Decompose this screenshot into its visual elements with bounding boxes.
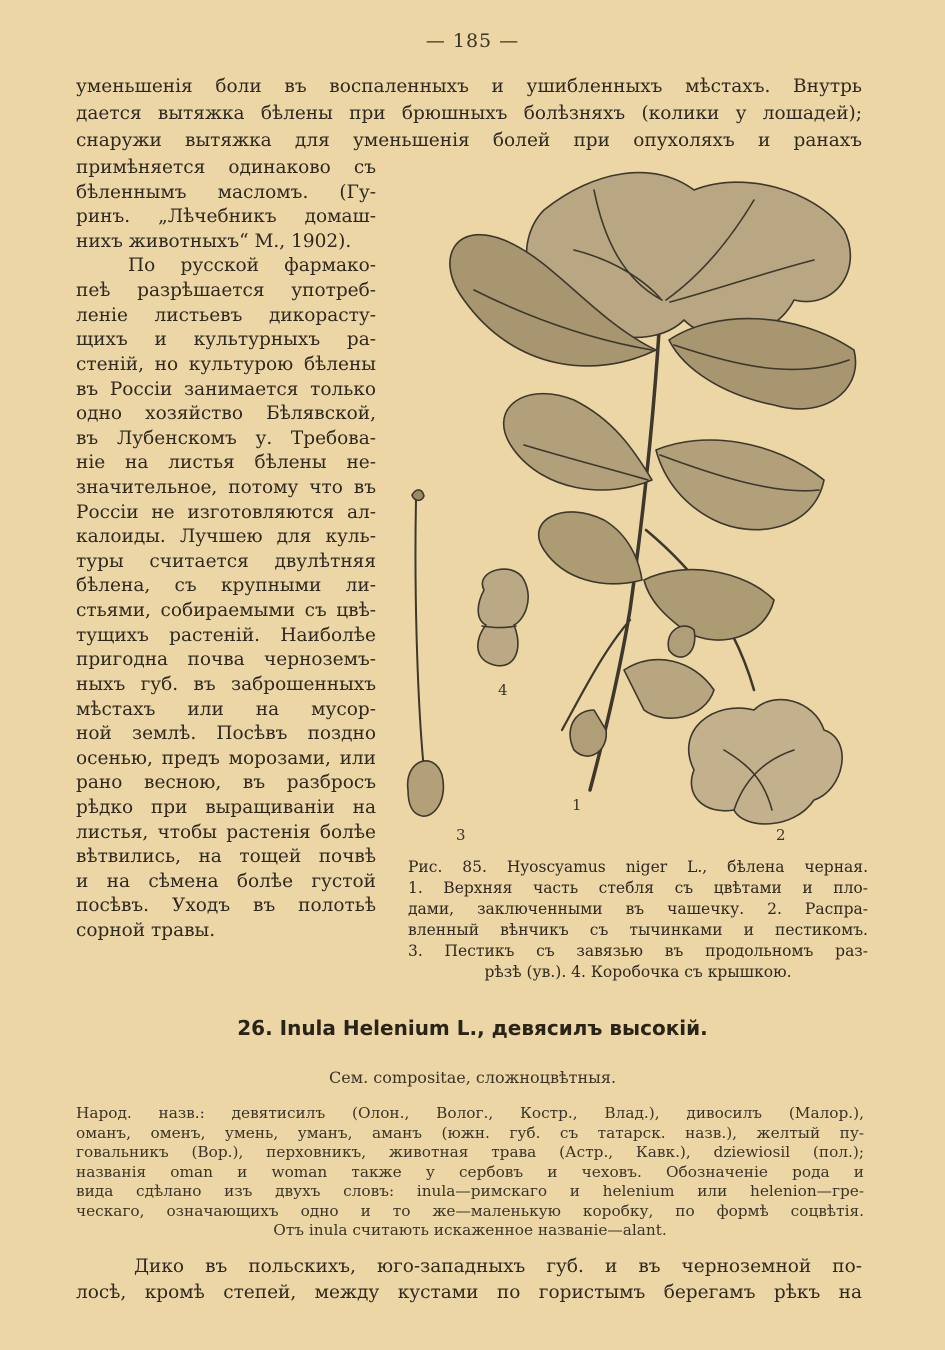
figure-label-1: 1 xyxy=(572,796,582,814)
column-text-line: посѣвъ. Уходъ въ полотьѣ xyxy=(76,895,376,916)
column-text-line: вѣтвились, на тощей почвѣ xyxy=(76,846,376,867)
column-text-line: стеній, но культурою бѣлены xyxy=(76,354,376,375)
seed-capsule xyxy=(668,626,695,657)
column-text-line: щихъ и культурныхъ ра- xyxy=(76,329,376,350)
column-text-line: примѣняется одинаково съ xyxy=(76,157,376,178)
column-text-line: значительное, потому что въ xyxy=(76,477,376,498)
folk-names-line: говальникъ (Вор.), перховникъ, животная трава (Астр., Кавк.), dziewiosil (пол.); xyxy=(76,1143,864,1161)
column-text-line: тущихъ растеній. Наиболѣе xyxy=(76,625,376,646)
column-text-line: въ Россіи занимается только xyxy=(76,379,376,400)
body-text-line: дается вытяжка бѣлены при брюшныхъ болѣзняхъ (колики у лошадей); xyxy=(76,103,862,124)
column-text-line: ринъ. „Лѣчебникъ домаш- xyxy=(76,206,376,227)
figure-caption-line: вленный вѣнчикъ съ тычинками и пестикомъ. xyxy=(408,921,868,939)
leaf xyxy=(644,570,774,640)
column-text-line: пригодна почва черноземъ- xyxy=(76,649,376,670)
folk-names-line: Народ. назв.: девятисилъ (Олон., Волог., Костр., Влад.), дивосилъ (Малор.), xyxy=(76,1104,864,1122)
pistil xyxy=(415,500,424,770)
leaf xyxy=(624,660,714,719)
column-text-line: сорной травы. xyxy=(76,920,216,941)
figure-caption-line: 3. Пестикъ съ завязью въ продольномъ раз- xyxy=(408,942,868,960)
column-text-line: осенью, предъ морозами, или xyxy=(76,748,376,769)
body-text-line: уменьшенія боли въ воспаленныхъ и ушибленныхъ мѣстахъ. Внутрь xyxy=(76,76,862,97)
column-text-line: бѣленнымъ масломъ. (Гу- xyxy=(76,182,376,203)
page-number: — 185 — xyxy=(425,30,520,52)
figure-caption-line: дами, заключенными въ чашечку. 2. Распра- xyxy=(408,900,868,918)
folk-names-line: оманъ, оменъ, умень, уманъ, аманъ (южн. губ. съ татарск. назв.), желтый пу- xyxy=(76,1124,864,1142)
body-text-line: снаружи вытяжка для уменьшенія болей при опухоляхъ и ранахъ xyxy=(76,130,862,151)
spread-corolla xyxy=(689,700,842,824)
body-text-line: Дико въ польскихъ, юго-западныхъ губ. и въ черноземной по- xyxy=(134,1256,862,1277)
plant-family: Сем. compositae, сложноцвѣтныя. xyxy=(328,1068,617,1087)
column-text-line: листья, чтобы растенія болѣе xyxy=(76,822,376,843)
folk-names-line: ческаго, означающихъ одно и то же—маленькую коробку, по формѣ соцвѣтія. xyxy=(76,1202,864,1220)
figure-caption-line: рѣзѣ (ув.). 4. Коробочка съ крышкою. xyxy=(484,963,792,981)
fruit-capsule xyxy=(478,569,528,666)
folk-names-line: вида сдѣлано изъ двухъ словъ: inula—римскаго и helenium или helenion—гре- xyxy=(76,1182,864,1200)
leaf xyxy=(669,319,856,409)
figure-label-3: 3 xyxy=(456,826,466,844)
figure-label-2: 2 xyxy=(776,826,786,844)
column-text-line: ніе на листья бѣлены не- xyxy=(76,452,376,473)
column-text-line: мѣстахъ или на мусор- xyxy=(76,699,376,720)
folk-names-line: названія oman и woman также у сербовъ и чеховъ. Обозначеніе рода и xyxy=(76,1163,864,1181)
column-text-line: леніе листьевъ дикорасту- xyxy=(76,305,376,326)
column-text-line: Россіи не изготовляются ал- xyxy=(76,502,376,523)
figure-caption-line: 1. Верхняя часть стебля съ цвѣтами и пло- xyxy=(408,879,868,897)
column-text-line: калоиды. Лучшею для куль- xyxy=(76,526,376,547)
henbane-illustration xyxy=(394,150,879,855)
column-text-line: рѣдко при выращиваніи на xyxy=(76,797,376,818)
column-text-line: ныхъ губ. въ заброшенныхъ xyxy=(76,674,376,695)
figure-label-4: 4 xyxy=(498,681,508,699)
body-text-line: лосѣ, кромѣ степей, между кустами по гористымъ берегамъ рѣкъ на xyxy=(76,1282,862,1303)
column-text-line: ной землѣ. Посѣвъ поздно xyxy=(76,723,376,744)
column-text-line: одно хозяйство Бѣлявской, xyxy=(76,403,376,424)
column-text-line: По русской фармако- xyxy=(128,255,376,276)
figure-caption-line: Рис. 85. Hyoscyamus niger L., бѣлена черная. xyxy=(408,858,868,876)
column-text-line: рано весною, въ разбросъ xyxy=(76,772,376,793)
seed-capsule xyxy=(570,710,606,756)
column-text-line: стьями, собираемыми съ цвѣ- xyxy=(76,600,376,621)
section-title: 26. Inula Helenium L., девясилъ высокій. xyxy=(237,1016,708,1040)
column-text-line: въ Лубенскомъ у. Требова- xyxy=(76,428,376,449)
leaf xyxy=(656,440,824,530)
column-text-line: туры считается двулѣтняя xyxy=(76,551,376,572)
column-text-line: нихъ животныхъ“ М., 1902). xyxy=(76,231,352,252)
column-text-line: и на сѣмена болѣе густой xyxy=(76,871,376,892)
column-text-line: бѣлена, съ крупными ли- xyxy=(76,575,376,596)
leaf xyxy=(539,512,642,584)
folk-names-line: Отъ inula считають искаженное названіе—alant. xyxy=(273,1221,667,1239)
column-text-line: пеѣ разрѣшается употреб- xyxy=(76,280,376,301)
